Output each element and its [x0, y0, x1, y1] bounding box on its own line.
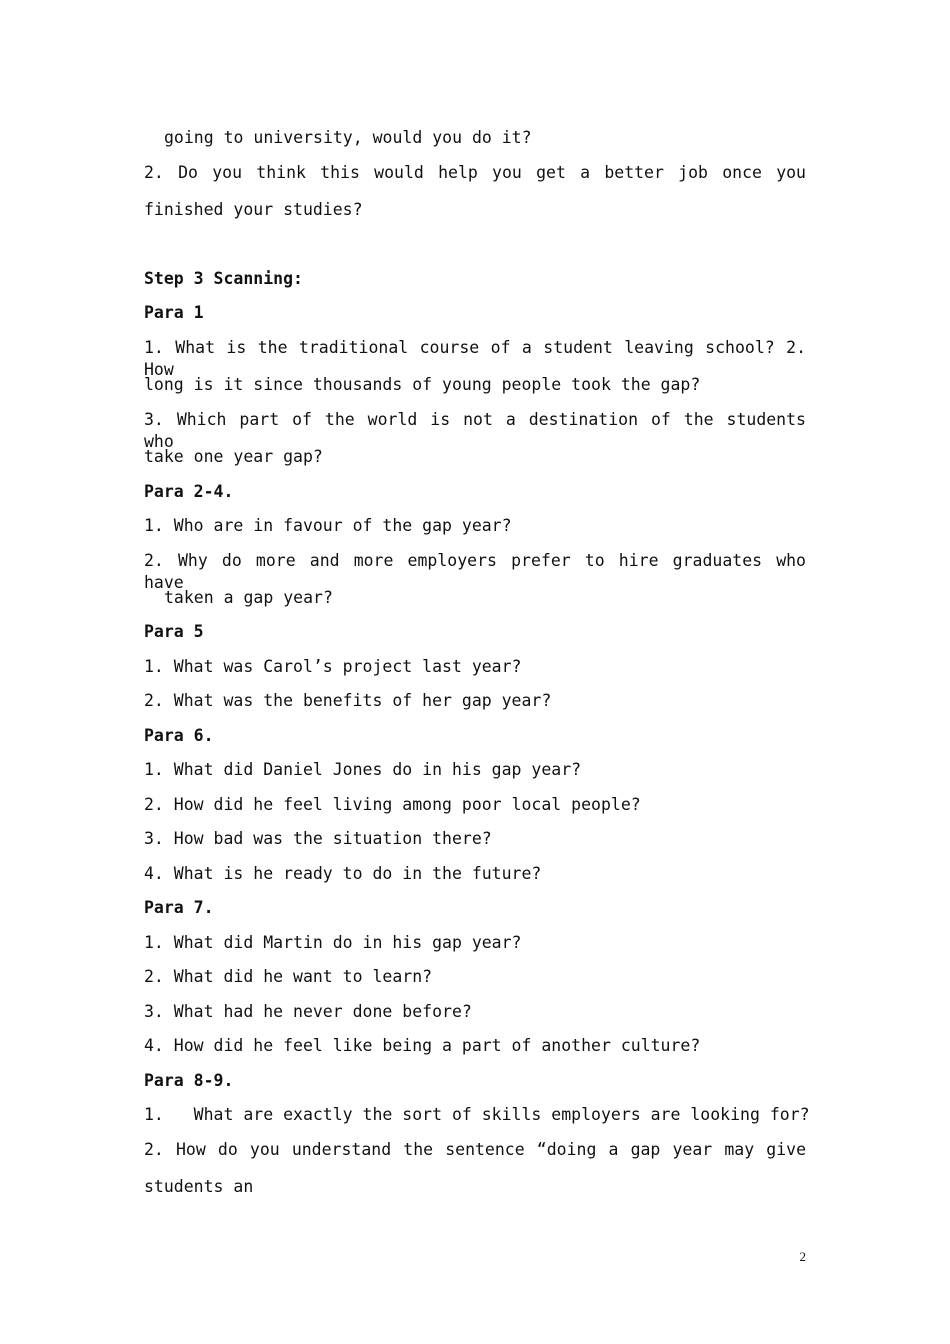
para1-line-3: 3. Which part of the world is not a destination of the students who	[144, 410, 806, 451]
para8-9-line-1: 1. What are exactly the sort of skills employers are looking for?	[144, 1105, 810, 1124]
para6-line-2: 2. How did he feel living among poor local people?	[144, 795, 641, 814]
para6-line-1: 1. What did Daniel Jones do in his gap year?	[144, 760, 582, 779]
para7-line-2: 2. What did he want to learn?	[144, 967, 433, 986]
para2-4-line-2: 2. Why do more and more employers prefer to hire graduates who have	[144, 551, 806, 592]
para7-line-3: 3. What had he never done before?	[144, 1002, 472, 1021]
intro-question-1-continuation: going to university, would you do it?	[164, 128, 532, 147]
para1-line-1: 1. What is the traditional course of a student leaving school? 2. How	[144, 338, 806, 379]
para7-line-4: 4. How did he feel like being a part of another culture?	[144, 1036, 701, 1055]
para1-heading: Para 1	[144, 303, 204, 322]
para2-4-line-3: taken a gap year?	[164, 588, 333, 607]
para1-line-2: long is it since thousands of young people took the gap?	[144, 375, 701, 394]
para6-line-3: 3. How bad was the situation there?	[144, 829, 492, 848]
para1-line-4: take one year gap?	[144, 447, 323, 466]
para8-9-line-2: 2. How do you understand the sentence “doing a gap year may give	[144, 1140, 806, 1159]
para5-line-2: 2. What was the benefits of her gap year?	[144, 691, 552, 710]
page-number: 2	[799, 1249, 806, 1264]
para7-heading: Para 7.	[144, 898, 214, 917]
para2-4-heading: Para 2-4.	[144, 482, 234, 501]
para5-heading: Para 5	[144, 622, 204, 641]
para8-9-heading: Para 8-9.	[144, 1071, 234, 1090]
para7-line-1: 1. What did Martin do in his gap year?	[144, 933, 522, 952]
para8-9-line-3: students an	[144, 1177, 254, 1196]
intro-question-2-line-1: 2. Do you think this would help you get a better job once you	[144, 163, 806, 182]
para6-line-4: 4. What is he ready to do in the future?	[144, 864, 542, 883]
para5-line-1: 1. What was Carol’s project last year?	[144, 657, 522, 676]
para2-4-line-1: 1. Who are in favour of the gap year?	[144, 516, 512, 535]
step3-heading: Step 3 Scanning:	[144, 269, 303, 288]
para6-heading: Para 6.	[144, 726, 214, 745]
intro-question-2-line-2: finished your studies?	[144, 200, 363, 219]
